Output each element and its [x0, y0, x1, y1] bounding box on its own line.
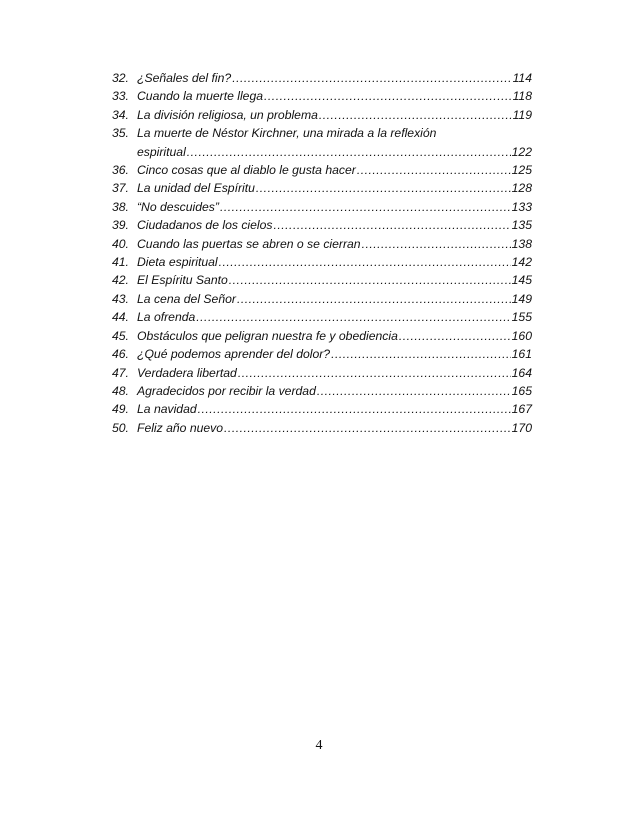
toc-entry-title: La muerte de Néstor Kirchner, una mirada a la reflexión [137, 126, 437, 141]
toc-leader-dots [399, 327, 511, 345]
toc-leader-dots [357, 161, 511, 179]
toc-leader-dots [331, 345, 511, 363]
toc-entry-title: Verdadera libertad [137, 365, 237, 380]
toc-entry-title: ¿Qué podemos aprender del dolor? [137, 347, 331, 362]
toc-leader-dots [362, 235, 511, 253]
toc-entry [112, 382, 532, 400]
toc-leader-dots [187, 143, 511, 161]
toc-entry-page: 149 [511, 291, 532, 306]
toc-leader-dots [224, 419, 511, 437]
toc-entry-number: 39. [112, 218, 129, 233]
page-number: 4 [315, 738, 323, 753]
toc-entry-number: 42. [112, 273, 129, 288]
toc-entry-title: Obstáculos que peligran nuestra fe y obediencia [137, 328, 398, 343]
toc-entry [112, 69, 532, 87]
toc-entry-number: 41. [112, 255, 129, 270]
toc-entry-title: Cuando la muerte llega [137, 89, 264, 104]
toc-leader-dots [319, 106, 512, 124]
toc-entry-title: “No descuides” [137, 199, 219, 214]
toc-entry-title: La unidad del Espíritu [137, 181, 255, 196]
toc-entry-number: 40. [112, 236, 129, 251]
toc-leader-dots [198, 400, 511, 418]
toc-entry-title: La ofrenda [137, 310, 196, 325]
toc-entry [112, 364, 532, 382]
toc-entry [112, 235, 532, 253]
toc-entry [112, 124, 532, 161]
toc-entry-number: 44. [112, 310, 129, 325]
toc-entry-page: 160 [511, 328, 532, 343]
toc-leader-dots [232, 69, 511, 87]
toc-entry-title: La navidad [137, 402, 197, 417]
toc-leader-dots [264, 87, 512, 105]
toc-entry [112, 271, 532, 289]
toc-entry-page: 165 [511, 383, 532, 398]
toc-entry-number: 37. [112, 181, 129, 196]
toc-entry-page: 133 [511, 199, 532, 214]
toc-entry-number: 36. [112, 163, 129, 178]
toc-entry-page: 125 [511, 163, 532, 178]
toc-entry-page: 170 [511, 420, 532, 435]
toc-leader-dots [274, 216, 511, 234]
toc-entry-number: 43. [112, 291, 129, 306]
toc-entry [112, 290, 532, 308]
toc-entry-title: Agradecidos por recibir la verdad [137, 383, 316, 398]
toc-entry-number: 47. [112, 365, 129, 380]
toc-entry [112, 87, 532, 105]
table-of-contents [112, 69, 532, 437]
toc-leader-dots [219, 253, 511, 271]
toc-leader-dots [317, 382, 511, 400]
toc-entry [112, 198, 532, 216]
toc-entry-page: 167 [511, 402, 532, 417]
toc-leader-dots [256, 179, 511, 197]
toc-entry-number: 48. [112, 383, 129, 398]
toc-entry-number: 45. [112, 328, 129, 343]
toc-entry-page: 128 [511, 181, 532, 196]
toc-entry-title: ¿Señales del fin? [137, 71, 232, 85]
toc-entry-number: 46. [112, 347, 129, 362]
toc-entry-number: 49. [112, 402, 129, 417]
toc-entry-page: 119 [512, 107, 532, 122]
toc-entry [112, 106, 532, 124]
toc-entry-page: 135 [511, 218, 532, 233]
toc-entry-title: Cuando las puertas se abren o se cierran [137, 236, 361, 251]
toc-entry-title: La división religiosa, un problema [137, 107, 318, 122]
toc-entry-title: Cinco cosas que al diablo le gusta hacer [137, 163, 356, 178]
toc-entry-title: Feliz año nuevo [137, 420, 224, 435]
toc-leader-dots [237, 290, 511, 308]
toc-entry-number: 35. [112, 126, 129, 141]
toc-entry-number: 50. [112, 420, 129, 435]
toc-entry-title: El Espíritu Santo [137, 273, 228, 288]
toc-entry-page: 138 [511, 236, 532, 251]
toc-entry-number: 33. [112, 89, 129, 104]
toc-entry-page: 142 [511, 255, 532, 270]
toc-entry-title-continuation: espiritual [137, 144, 186, 159]
toc-leader-dots [220, 198, 511, 216]
toc-entry-number: 38. [112, 199, 129, 214]
toc-entry [112, 179, 532, 197]
toc-entry-title: Dieta espiritual [137, 255, 218, 270]
toc-entry [112, 216, 532, 234]
toc-entry-title: La cena del Señor [137, 291, 236, 306]
toc-entry [112, 400, 532, 418]
toc-leader-dots [229, 271, 511, 289]
toc-entry-page: 122 [511, 144, 532, 159]
toc-entry-page: 161 [511, 347, 532, 362]
toc-entry-number: 34. [112, 107, 129, 122]
toc-entry-page: 155 [511, 310, 532, 325]
toc-leader-dots [238, 364, 511, 382]
toc-entry-page: 145 [511, 273, 532, 288]
toc-entry [112, 327, 532, 345]
toc-entry-number: 32. [112, 71, 129, 85]
toc-entry-page: 118 [512, 89, 532, 104]
toc-entry [112, 161, 532, 179]
toc-entry [112, 253, 532, 271]
toc-entry [112, 419, 532, 437]
toc-entry-page: 164 [511, 365, 532, 380]
toc-entry-title: Ciudadanos de los cielos [137, 218, 273, 233]
toc-leader-dots [196, 308, 510, 326]
toc-entry-page: 114 [512, 71, 532, 85]
toc-entry [112, 345, 532, 363]
toc-entry [112, 308, 532, 326]
